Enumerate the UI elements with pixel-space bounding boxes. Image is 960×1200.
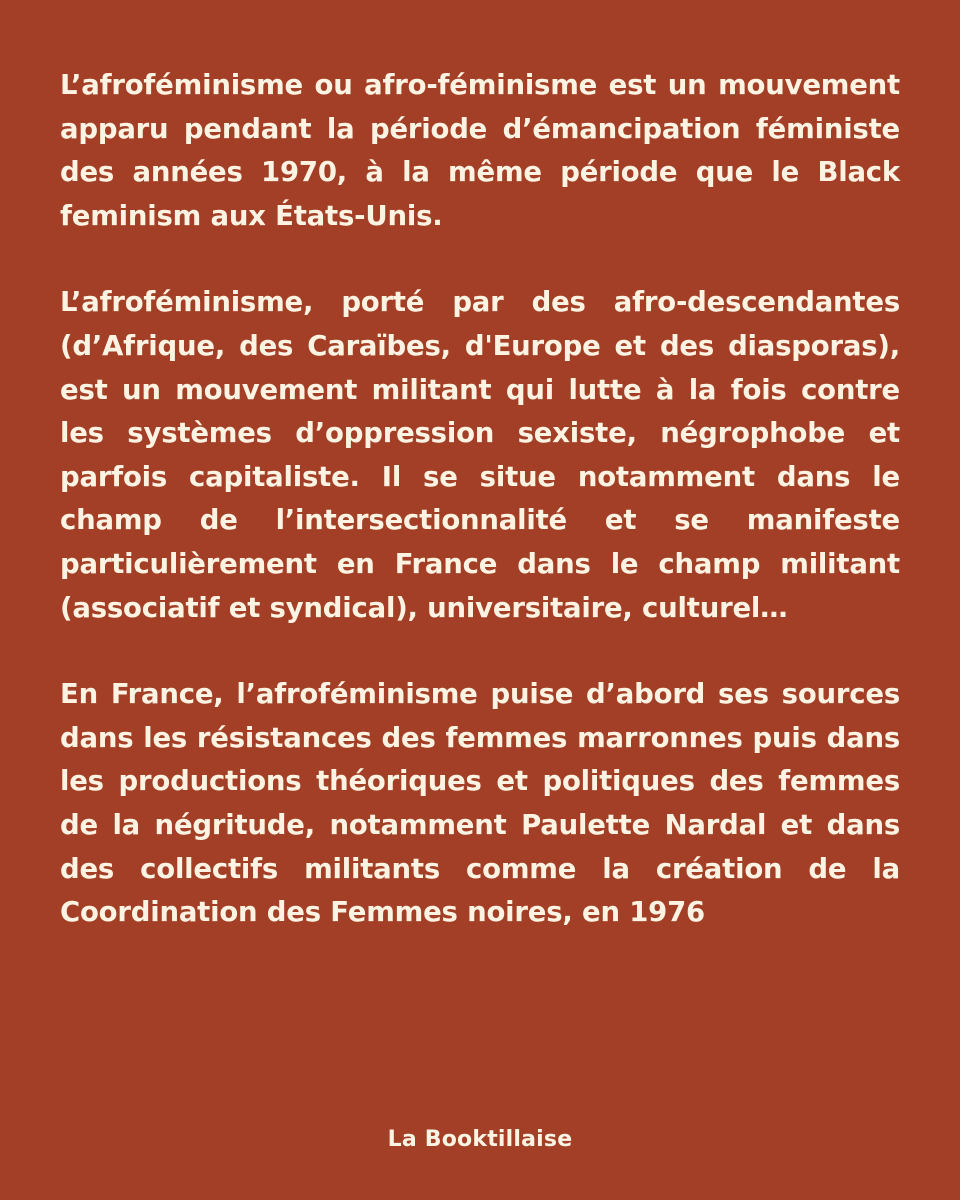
article-body (60, 64, 900, 935)
paragraph-france-history: En France, l’afroféminisme puise d’abord ses sources dans les résistances des femmes marronnes puis dans les productions théoriques et politiques des femmes de la négritude, notamment Paulette Nardal et dans des collectifs militants comme la création de la Coordination des Femmes noires, en 1976 (60, 678, 900, 929)
paragraph-description: L’afroféminisme, porté par des afro-descendantes (d’Afrique, des Caraïbes, d'Europe et des diasporas), est un mouvement militant qui lutte à la fois contre les systèmes d’oppression sexiste, négrophobe et parfois capitaliste. Il se situe notamment dans le champ de l’intersectionnalité et se manifeste particulièrement en France dans le champ militant (associatif et syndical), universitaire, culturel… (60, 286, 900, 624)
signature: La Booktillaise (387, 1127, 573, 1152)
paragraph-definition: L’afroféminisme ou afro-féminisme est un mouvement apparu pendant la période d’émancipation féministe des années 1970, à la même période que le Black feminism aux États-Unis. (60, 69, 900, 232)
